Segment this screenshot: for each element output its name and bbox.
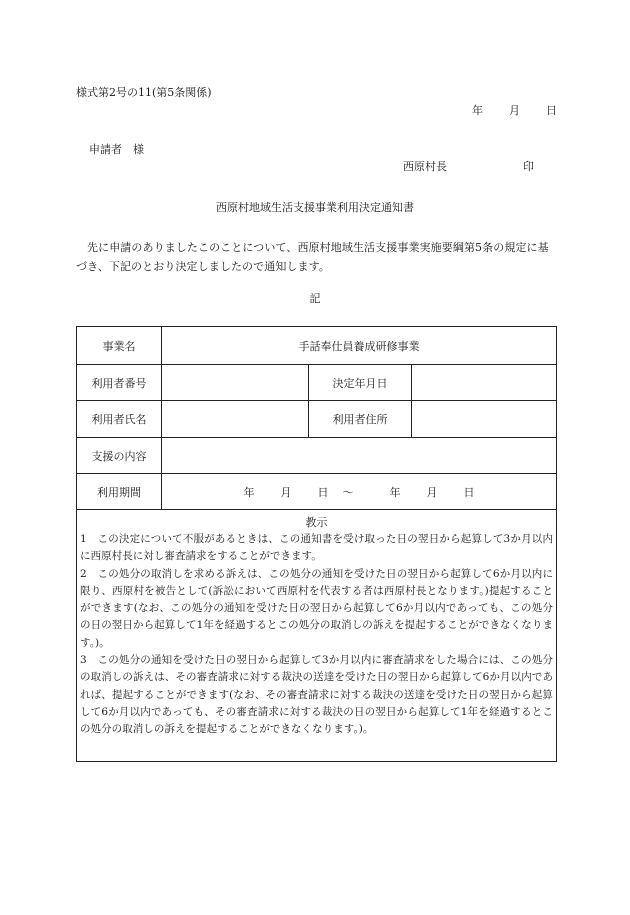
row-project-name: [77, 327, 556, 365]
date-year: 年: [472, 104, 483, 117]
document-title: 西原村地域生活支援事業利用決定通知書: [216, 201, 414, 214]
period-tilde: ～: [342, 485, 354, 499]
user-name-value[interactable]: [161, 401, 308, 437]
notice-item-2: 2 この処分の取消しを求める訴えは、この処分の通知を受けた日の翌日から起算して6か月以内に限り、西原村を被告として(訴訟において西原村を代表する者は西原村長となります。)提起することができます(なお、この処分の通知を受けた日の翌日から起算して6か月以内であっても、この処分の日の翌日から起算して1年を経過するとこの処分の取消しの訴えを提起することができなくなります。)。: [80, 567, 553, 649]
issue-date: [472, 104, 557, 118]
notice-section: [77, 510, 556, 761]
user-number-label: 利用者番号: [91, 376, 147, 390]
ki-heading: 記: [309, 292, 321, 305]
period-value: [161, 474, 556, 509]
seal-mark: 印: [523, 160, 534, 173]
project-name-value: 手話奉仕員養成研修事業: [161, 327, 556, 364]
user-number-value[interactable]: [161, 365, 308, 400]
period-day-end: 日: [463, 485, 475, 499]
row-support-content: [77, 438, 556, 474]
support-content-label: 支援の内容: [91, 449, 147, 463]
period-label: 利用期間: [97, 485, 141, 499]
period-day-start: 日: [317, 485, 329, 499]
row-user-name: [77, 401, 556, 438]
notice-item-1: 1 この決定について不服があるときは、この通知書を受け取った日の翌日から起算して3か月以内に西原村長に対し審査請求をすることができます。: [80, 533, 553, 563]
period-month-end: 月: [426, 485, 438, 499]
user-address-label: 利用者住所: [308, 401, 411, 437]
support-content-value[interactable]: [161, 438, 556, 473]
notice-title: 教示: [305, 516, 328, 529]
decision-date-value[interactable]: [411, 365, 556, 400]
date-month: 月: [509, 104, 520, 117]
row-period: [77, 474, 556, 510]
form-number: 様式第2号の11(第5条関係): [76, 86, 212, 99]
row-user-number: [77, 365, 556, 401]
issuer-name: 西原村長: [403, 160, 447, 173]
project-name-label: 事業名: [102, 339, 136, 353]
user-address-value[interactable]: [411, 401, 556, 437]
period-year-start: 年: [243, 485, 255, 499]
decision-table: [76, 326, 557, 762]
decision-date-label: 決定年月日: [308, 365, 411, 400]
date-day: 日: [546, 104, 557, 117]
notice-item-3: 3 この処分の通知を受けた日の翌日から起算して3か月以内に審査請求をした場合には、この処分の取消しの訴えは、その審査請求に対する裁決の送達を受けた日の翌日から起算して6か月以内であれば、提起することができます(なお、その審査請求に対する裁決の送達を受けた日の翌日から起算して6か月以内であっても、その審査請求に対する裁決の日の翌日から起算して1年を経過するとこの処分の取消しの訴えを提起することができなくなります。)。: [80, 654, 553, 736]
period-month-start: 月: [280, 485, 292, 499]
applicant-name: 申請者 様: [89, 143, 144, 156]
notice-body: [80, 531, 553, 739]
period-year-end: 年: [389, 485, 401, 499]
body-paragraph: 先に申請のありましたこのことについて、西原村地域生活支援事業実施要綱第5条の規定に基づき、下記のとおり決定しましたので通知します。: [76, 241, 549, 273]
user-name-label: 利用者氏名: [91, 413, 147, 426]
